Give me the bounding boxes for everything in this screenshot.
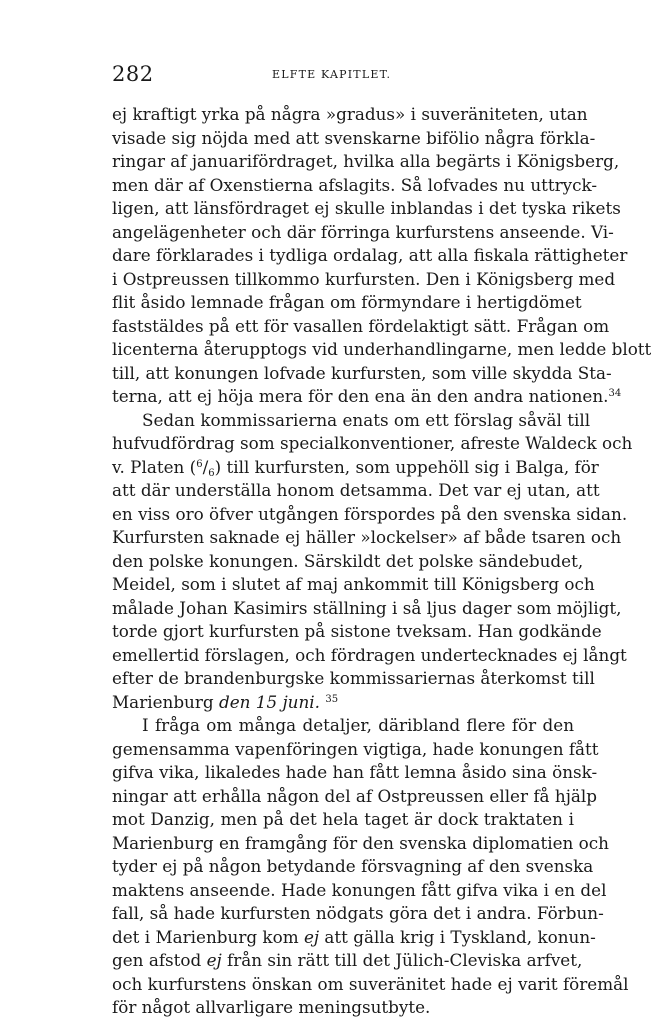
- text-line: [112, 926, 596, 950]
- text-line: den polske konungen. Särskildt det polske sändebudet,: [112, 550, 584, 571]
- text-line: angelägenheter och där förringa kurfurstens anseende. Vi-: [112, 221, 614, 242]
- text-line: Kurfursten saknade ej häller »lockelser» af både tsaren och: [112, 527, 622, 547]
- date-denominator: 6: [208, 467, 215, 479]
- text-segment: v. Platen (: [112, 456, 197, 477]
- italic-word: ej: [303, 926, 320, 947]
- text-line: för något allvarligare meningsutbyte.: [112, 997, 431, 1017]
- text-segment: Marienburg: [112, 691, 219, 712]
- text-line: gemensamma vapenföringen vigtiga, hade konungen fått: [112, 738, 599, 759]
- date-separator: /: [202, 456, 209, 477]
- text-line: [112, 949, 583, 973]
- footnote-ref: 34: [608, 388, 622, 399]
- italic-word: ej: [206, 950, 222, 970]
- text-line: målade Johan Kasimirs ställning i så ljus dager som möjligt,: [112, 597, 622, 618]
- text-segment: terna, att ej höja mera för den ena än den andra nationen.: [112, 386, 609, 406]
- text-line: Meidel, som i slutet af maj ankommit till Königsberg och: [112, 574, 595, 594]
- text-line: [112, 456, 599, 480]
- running-head: ELFTE KAPITLET.: [272, 68, 392, 81]
- text-line: i Ostpreussen tillkommo kurfursten. Den i Königsberg med: [112, 268, 616, 289]
- text-line: dare förklarades i tydliga ordalag, att alla fiskala rättigheter: [112, 245, 628, 265]
- text-line: licenterna återupptogs vid underhandlingarne, men ledde blott: [112, 339, 651, 359]
- text-line: [112, 385, 622, 409]
- text-line: ligen, att länsfördraget ej skulle inblandas i det tyska rikets: [112, 198, 621, 218]
- text-line: fall, så hade kurfursten nödgats göra det i andra. Förbun-: [112, 903, 604, 923]
- text-line: efter de brandenburgske kommissariernas återkomst till: [112, 668, 595, 688]
- text-line: till, att konungen lofvade kurfursten, som ville skydda Sta-: [112, 362, 612, 383]
- text-line: visade sig nöjda med att svenskarne bifölio några förkla-: [112, 127, 596, 148]
- text-line: en viss oro öfver utgången förspordes på den svenska sidan.: [112, 503, 628, 524]
- footnote-ref: 35: [325, 693, 339, 705]
- text-line: mot Danzig, men på det hela taget är dock traktaten i: [112, 809, 574, 829]
- text-line: ringar af januarifördraget, hvilka alla begärts i Königsberg,: [112, 151, 620, 171]
- paragraph-start: Sedan kommissarierna enats om ett förslag såväl till: [142, 409, 591, 430]
- text-line: hufvudfördrag som specialkonventioner, afreste Waldeck och: [112, 433, 633, 453]
- text-line: men där af Oxenstierna afslagits. Så lofvades nu uttryck-: [112, 174, 598, 195]
- page-number: 282: [112, 62, 154, 86]
- text-line: att där underställa honom detsamma. Det var ej utan, att: [112, 480, 600, 500]
- text-line: flit åsido lemnade frågan om förmyndare i hertigdömet: [112, 292, 582, 312]
- text-line: och kurfurstens önskan om suveränitet hade ej varit föremål: [112, 973, 629, 994]
- date-numerator: 6: [196, 458, 203, 470]
- text-line: Marienburg en framgång för den svenska diplomatien och: [112, 832, 609, 853]
- text-line: torde gjort kurfursten på sistone tveksam. Han godkände: [112, 621, 602, 641]
- body-text: [112, 103, 651, 1020]
- text-segment: det i Marienburg kom: [112, 926, 304, 947]
- page-header: [112, 62, 572, 90]
- paragraph-start: I fråga om många detaljer, däribland flere för den: [142, 715, 574, 735]
- text-segment: från sin rätt till det Jülich-Cleviska arfvet,: [221, 950, 583, 970]
- text-line: tyder ej på någon betydande försvagning af den svenska: [112, 856, 594, 876]
- text-line: gifva vika, likaledes hade han fått lemna åsido sina önsk-: [112, 762, 598, 782]
- text-line: ningar att erhålla någon del af Ostpreussen eller få hjälp: [112, 785, 598, 806]
- text-line: [112, 691, 574, 715]
- italic-date: den 15 juni.: [218, 691, 320, 712]
- text-segment: ) till kurfursten, som uppehöll sig i Balga, för: [214, 456, 599, 477]
- text-segment: att gälla krig i Tyskland, konun-: [319, 926, 596, 947]
- text-line: ej kraftigt yrka på några »gradus» i suveräniteten, utan: [112, 104, 588, 124]
- text-line: emellertid förslagen, och fördragen undertecknades ej långt: [112, 644, 627, 665]
- text-segment: gen afstod: [112, 950, 207, 970]
- text-line: maktens anseende. Hade konungen fått gifva vika i en del: [112, 879, 607, 900]
- text-line: faststäldes på ett för vasallen fördelaktigt sätt. Frågan om: [112, 315, 610, 336]
